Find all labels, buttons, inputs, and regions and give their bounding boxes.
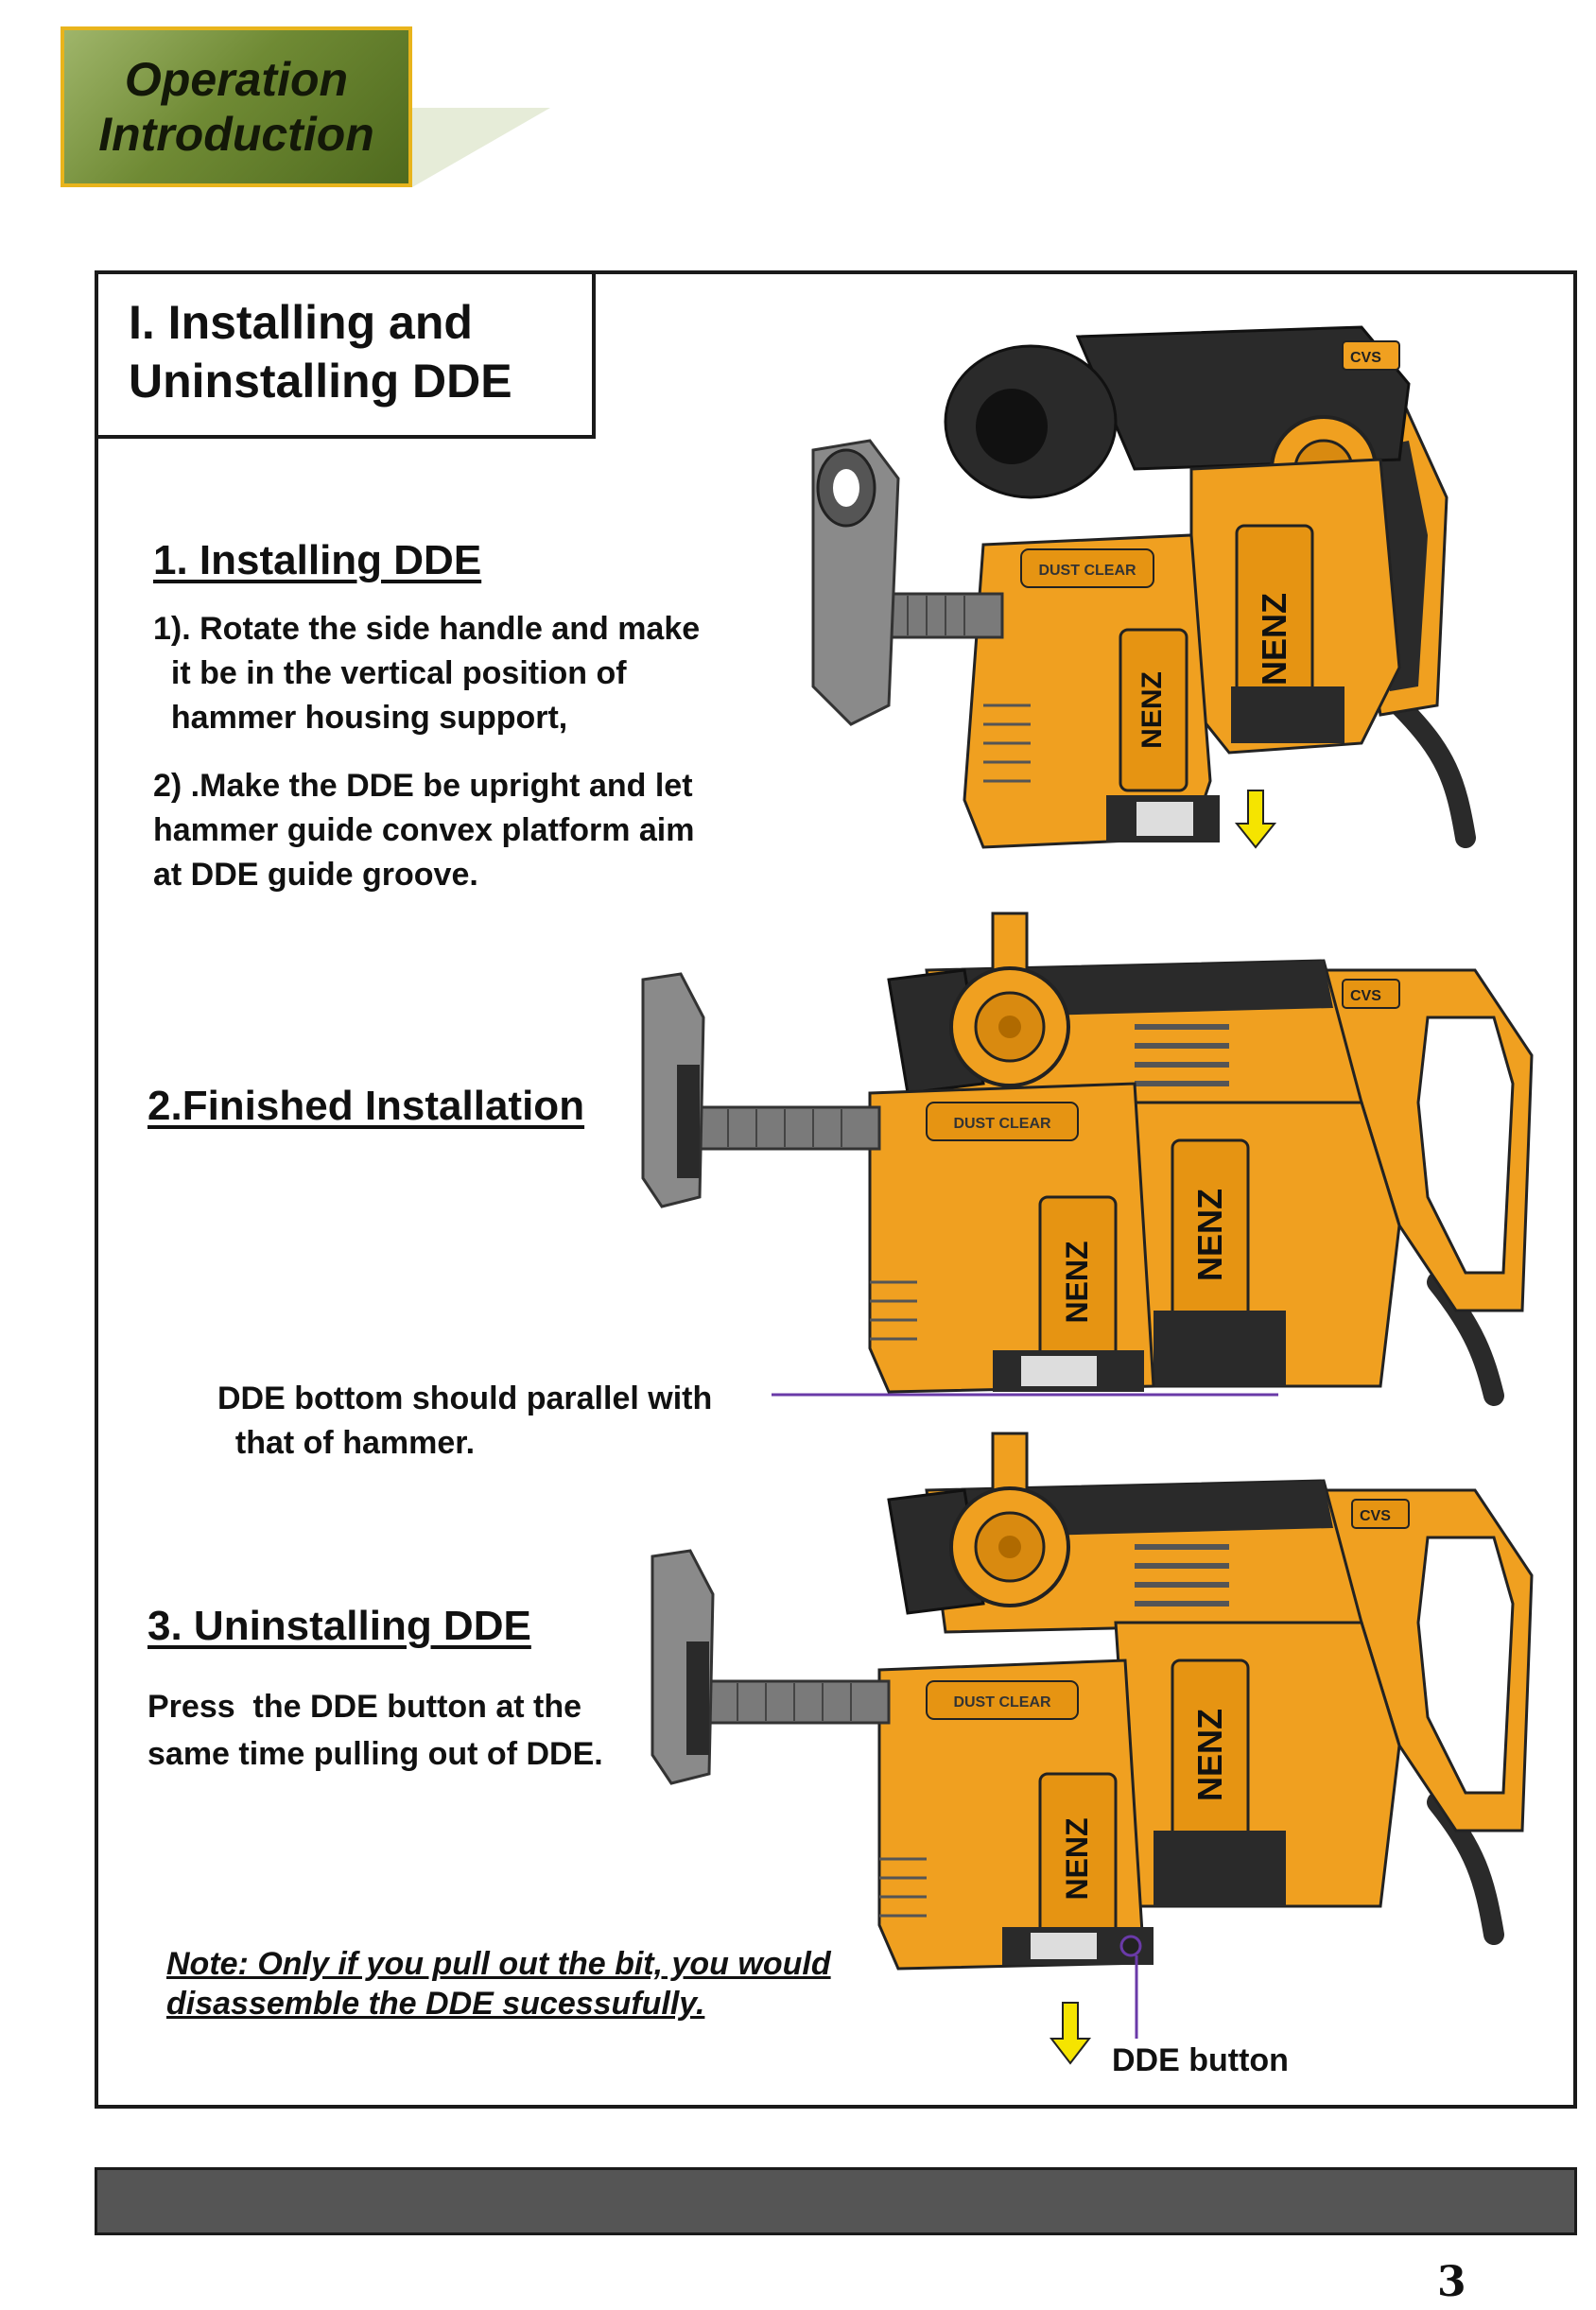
drill-finished-illustration xyxy=(643,913,1532,1405)
dde-brand-logo: NENZ xyxy=(1136,671,1168,749)
down-arrow-icon xyxy=(1237,790,1275,847)
note-line2: disassemble the DDE sucessufully. xyxy=(166,1986,705,2022)
drill-install-illustration xyxy=(794,308,1475,857)
footer-bar xyxy=(95,2167,1577,2235)
dde-brand-logo: NENZ xyxy=(1060,1241,1094,1324)
step3-heading: 3. Uninstalling DDE xyxy=(147,1603,531,1649)
drill-uninstall-illustration xyxy=(652,1433,1532,1963)
cvs-logo: CVS xyxy=(1360,1508,1391,1524)
dde-brand-logo: NENZ xyxy=(1060,1817,1094,1901)
cvs-logo: CVS xyxy=(1350,350,1381,366)
dde-button-marker xyxy=(1121,1937,1140,1955)
tab-title-line1: Operation xyxy=(124,53,349,106)
dust-clear-label: DUST CLEAR xyxy=(953,1694,1051,1711)
step3-text: Press the DDE button at the same time pulling out of DDE. xyxy=(147,1689,603,1772)
dust-clear-label: DUST CLEAR xyxy=(953,1116,1051,1132)
parallel-caption: DDE bottom should parallel with that of hammer. xyxy=(217,1381,713,1461)
cvs-logo: CVS xyxy=(1350,988,1381,1004)
section-title-line1: I. Installing and xyxy=(129,296,473,349)
note-line1: Note: Only if you pull out the bit, you would xyxy=(166,1946,831,1982)
step1-heading: 1. Installing DDE xyxy=(153,537,482,583)
dust-clear-label: DUST CLEAR xyxy=(1038,563,1136,579)
section-title xyxy=(129,293,512,410)
tab-wedge-decoration xyxy=(412,106,554,191)
brand-logo: NENZ xyxy=(1255,593,1293,686)
page-number: 3 xyxy=(1437,2258,1466,2306)
operation-introduction-title xyxy=(98,52,374,162)
tab-title-line2: Introduction xyxy=(98,108,374,161)
step1-item1: 1). Rotate the side handle and make it be in the vertical position of hammer housing support, xyxy=(153,611,701,736)
step1-item2: 2) .Make the DDE be upright and let hammer guide convex platform aim at DDE guide groove. xyxy=(153,768,695,893)
operation-introduction-tab xyxy=(61,26,412,187)
section-title-line2: Uninstalling DDE xyxy=(129,355,512,408)
brand-logo: NENZ xyxy=(1190,1189,1229,1281)
step2-heading: 2.Finished Installation xyxy=(147,1083,585,1129)
down-arrow-icon xyxy=(1050,2001,1091,2067)
dde-button-label: DDE button xyxy=(1112,2042,1289,2078)
brand-logo: NENZ xyxy=(1190,1709,1229,1801)
